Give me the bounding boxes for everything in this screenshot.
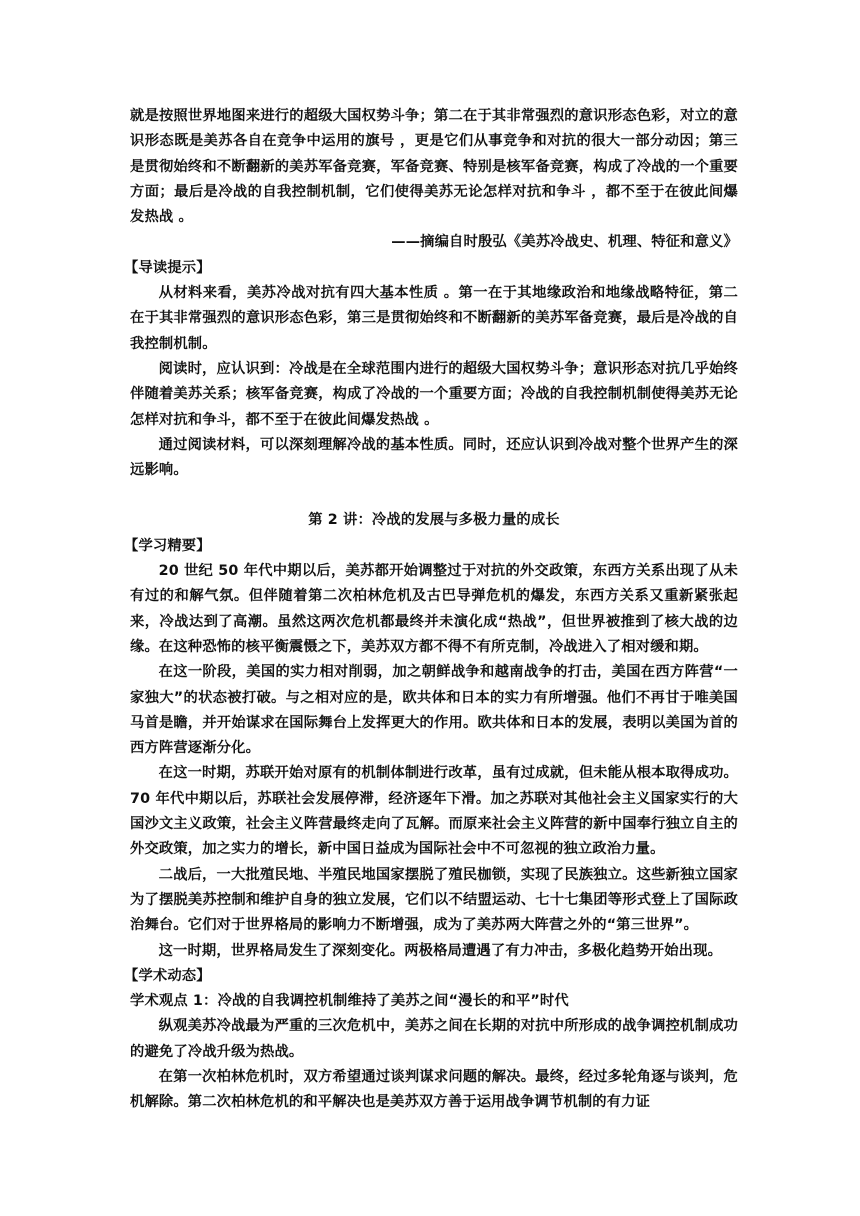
material-paragraph: 就是按照世界地图来进行的超级大国权势斗争；第二在于其非常强烈的意识形态色彩，对立的意识形态既是美苏各自在竞争中运用的旗号 ，更是它们从事竞争和对抗的很大一部分动因；第三是贯彻始终和不断翻新的美苏军备竞赛，军备竞赛、特别是核军备竞赛，构成了冷战的一个重要方面；最后是冷战的自我控制机制，它们使得美苏无论怎样对抗和争斗 ，都不至于在彼此间爆发热战 。	[130, 108, 738, 226]
academic-trends-heading: 【学术动态】	[124, 967, 211, 984]
academic-trends-paragraph-1: 纵观美苏冷战最为严重的三次危机中，美苏之间在长期的对抗中所形成的战争调控机制成功的避免了冷战升级为热战。	[130, 1018, 738, 1060]
study-summary-heading: 【学习精要】	[124, 537, 211, 554]
reading-tips-paragraph-1: 从材料来看，美苏冷战对抗有四大基本性质 。第一在于其地缘政治和地缘战略特征，第二在于其非常强烈的意识形态色彩，第三是贯彻始终和不断翻新的美苏军备竞赛，最后是冷战的自我控制机制。	[130, 285, 738, 352]
study-summary-paragraph-2: 在这一阶段，美国的实力相对削弱，加之朝鲜战争和越南战争的打击，美国在西方阵营“一家独大”的状态被打破。与之相对应的是，欧共体和日本的实力有所增强。他们不再甘于唯美国马首是瞻，并开始谋求在国际舞台上发挥更大的作用。欧共体和日本的发展，表明以美国为首的西方阵营逐渐分化。	[130, 664, 738, 757]
academic-trends-paragraph-2: 在第一次柏林危机时，双方希望通过谈判谋求问题的解决。最终，经过多轮角逐与谈判，危机解除。第二次柏林危机的和平解决也是美苏双方善于运用战争调节机制的有力证	[130, 1068, 738, 1111]
study-summary-paragraph-5: 这一时期，世界格局发生了深刻变化。两极格局遭遇了有力冲击，多极化趋势开始出现。	[158, 942, 723, 959]
reading-tips-paragraph-3: 通过阅读材料，可以深刻理解冷战的基本性质。同时，还应认识到冷战对整个世界产生的深远影响。	[130, 436, 738, 479]
study-summary-paragraph-4: 二战后，一大批殖民地、半殖民地国家摆脱了殖民枷锁，实现了民族独立。这些新独立国家为了摆脱美苏控制和维护自身的独立发展，它们以不结盟运动、七十七集团等形式登上了国际政治舞台。它们对于世界格局的影响力不断增强，成为了美苏两大阵营之外的“第三世界”。	[130, 866, 738, 934]
material-source: ——摘编自时殷弘《美苏冷战史、机理、特征和意义》	[391, 234, 738, 251]
study-summary-paragraph-3: 在这一时期，苏联开始对原有的机制体制进行改革，虽有过成就，但未能从根本取得成功。70 年代中期以后，苏联社会发展停滞，经济逐年下滑。加之苏联对其他社会主义国家实行的大国沙文主义政策，社会主义阵营最终走向了瓦解。而原来社会主义阵营的新中国奉行独立自主的外交政策，加之实力的增长，新中国日益成为国际社会中不可忽视的独立政治力量。	[130, 765, 738, 858]
section-spacer	[130, 483, 738, 508]
reading-tips-heading: 【导读提示】	[124, 259, 211, 276]
study-summary-paragraph-1: 20 世纪 50 年代中期以后，美苏都开始调整过于对抗的外交政策，东西方关系出现了从未有过的和解气氛。但伴随着第二次柏林危机及古巴导弹危机的爆发，东西方关系又重新紧张起来，冷战达到了高潮。虽然这两次危机都最终并未演化成“热战”，但世界被推到了核大战的边缘。在这种恐怖的核平衡震慑之下，美苏双方都不得不有所克制，冷战进入了相对缓和期。	[130, 563, 738, 655]
reading-tips-paragraph-2: 阅读时，应认识到：冷战是在全球范围内进行的超级大国权势斗争；意识形态对抗几乎始终伴随着美苏关系；核军备竞赛，构成了冷战的一个重要方面；冷战的自我控制机制使得美苏无论怎样对抗和争斗，都不至于在彼此间爆发热战 。	[130, 360, 738, 428]
viewpoint-title: 学术观点 1：冷战的自我调控机制维持了美苏之间“漫长的和平”时代	[130, 993, 569, 1010]
chapter-title: 第 2 讲：冷战的发展与多极力量的成长	[308, 512, 560, 529]
